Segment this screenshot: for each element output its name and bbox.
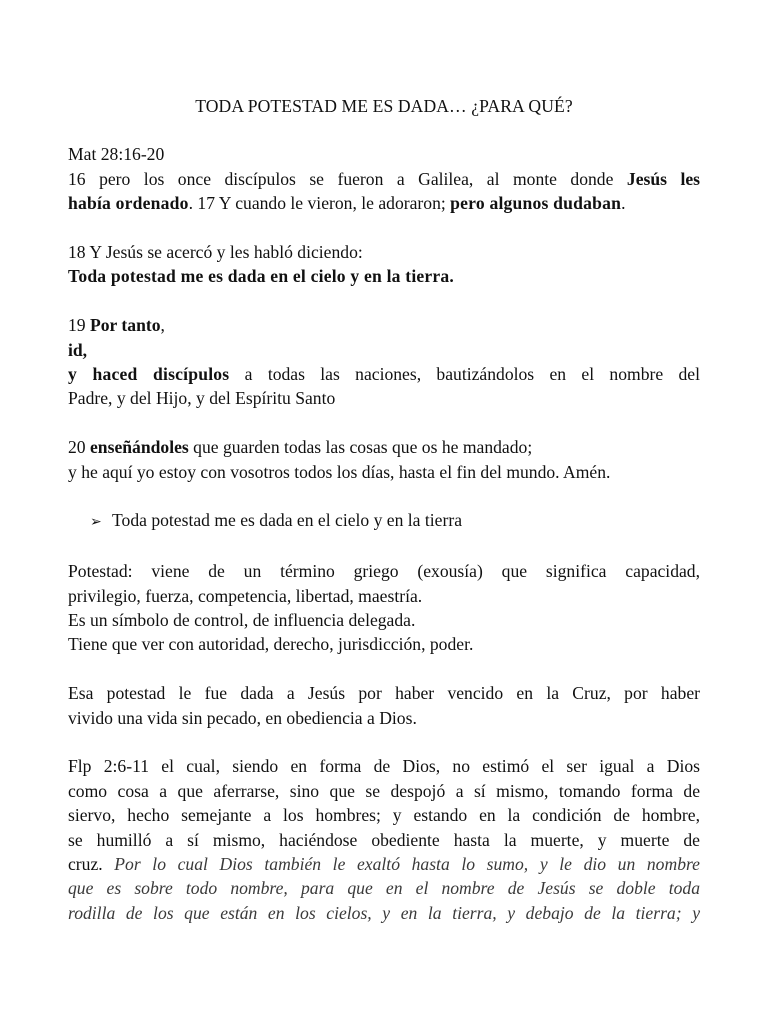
- verse-16-bold-jesus: Jesús les: [626, 168, 700, 189]
- verse-19-number: 19: [68, 315, 90, 336]
- potestad-line-3: Es un símbolo de control, de influencia delegada.: [68, 610, 416, 631]
- flp-line-6: que es sobre todo nombre, para que en el nombre de Jesús se doble toda: [68, 878, 700, 899]
- verse-20-bold-ensenandoles: enseñándoles: [90, 437, 189, 458]
- paragraph-verse-20: [68, 435, 700, 484]
- flp-line-2: como cosa a que aferrarse, sino que se despojó a sí mismo, tomando forma de: [68, 780, 700, 801]
- verse-19-line-3: [68, 362, 700, 386]
- verse-19-comma: ,: [160, 315, 165, 336]
- verse-19-line-3-text: a todas las naciones, bautizándolos en el nombre del: [229, 364, 700, 385]
- verse-19-bold-id: id,: [68, 339, 88, 360]
- paragraph-verse-18: [68, 240, 700, 289]
- esa-line-1: Esa potestad le fue dada a Jesús por haber vencido en la Cruz, por haber: [68, 683, 700, 704]
- verse-20-line-1: [68, 435, 700, 459]
- potestad-line-4: Tiene que ver con autoridad, derecho, jurisdicción, poder.: [68, 634, 474, 655]
- verse-17-bold-dudaban: pero algunos dudaban: [450, 193, 622, 214]
- flp-line-5-regular: cruz.: [68, 854, 115, 875]
- esa-line-2: vivido una vida sin pecado, en obediencia a Dios.: [68, 707, 417, 728]
- verse-19-line-1: [68, 313, 700, 337]
- arrow-bullet-icon: ➢: [90, 514, 102, 531]
- verse-18-line-1: 18 Y Jesús se acercó y les habló diciendo:: [68, 242, 363, 263]
- flp-line-7: rodilla de los que están en los cielos, y en la tierra, y debajo de la tierra; y: [68, 902, 700, 923]
- paragraph-potestad: [68, 559, 700, 657]
- flp-line-3: siervo, hecho semejante a los hombres; y estando en la condición de hombre,: [68, 805, 700, 826]
- flp-line-5: [68, 852, 700, 876]
- flp-line-5-italic: Por lo cual Dios también le exaltó hasta lo sumo, y le dio un nombre: [114, 854, 700, 875]
- potestad-line-2: privilegio, fuerza, competencia, libertad, maestría.: [68, 585, 423, 606]
- verse-19-bold-por-tanto: Por tanto: [90, 315, 161, 336]
- scripture-reference: Mat 28:16-20: [68, 144, 165, 165]
- paragraph-mat-28: [68, 142, 700, 215]
- verse-16-line-2: [68, 191, 700, 215]
- verse-17-period: .: [621, 193, 626, 214]
- verse-20-line-1-text: que guarden todas las cosas que os he mandado;: [188, 437, 533, 458]
- verse-16-text: 16 pero los once discípulos se fueron a Galilea, al monte donde: [68, 168, 627, 189]
- verse-20-line-2: y he aquí yo estoy con vosotros todos los días, hasta el fin del mundo. Amén.: [68, 461, 611, 482]
- verse-19-line-4: Padre, y del Hijo, y del Espíritu Santo: [68, 388, 336, 409]
- document-title: TODA POTESTAD ME ES DADA… ¿PARA QUÉ?: [195, 96, 573, 116]
- flp-line-4: se humilló a sí mismo, haciéndose obediente hasta la muerte, y muerte de: [68, 829, 700, 850]
- potestad-line-1: Potestad: viene de un término griego (exousía) que significa capacidad,: [68, 561, 700, 582]
- paragraph-esa-potestad: [68, 681, 700, 730]
- bullet-text: Toda potestad me es dada en el cielo y en la tierra: [112, 510, 463, 531]
- paragraph-verse-19: [68, 313, 700, 411]
- verse-18-bold-line: Toda potestad me es dada en el cielo y en la tierra.: [68, 266, 455, 287]
- verse-19-bold-haced: y haced discípulos: [68, 364, 230, 385]
- verse-16-bold-ordenado: había ordenado: [68, 193, 189, 214]
- flp-line-1: Flp 2:6-11 el cual, siendo en forma de Dios, no estimó el ser igual a Dios: [68, 756, 700, 777]
- verse-17-text: . 17 Y cuando le vieron, le adoraron;: [188, 193, 451, 214]
- bullet-item: [90, 508, 700, 534]
- paragraph-flp-2: [68, 754, 700, 925]
- document-page: [68, 94, 700, 925]
- verse-20-number: 20: [68, 437, 90, 458]
- verse-16-line-1: [68, 167, 700, 191]
